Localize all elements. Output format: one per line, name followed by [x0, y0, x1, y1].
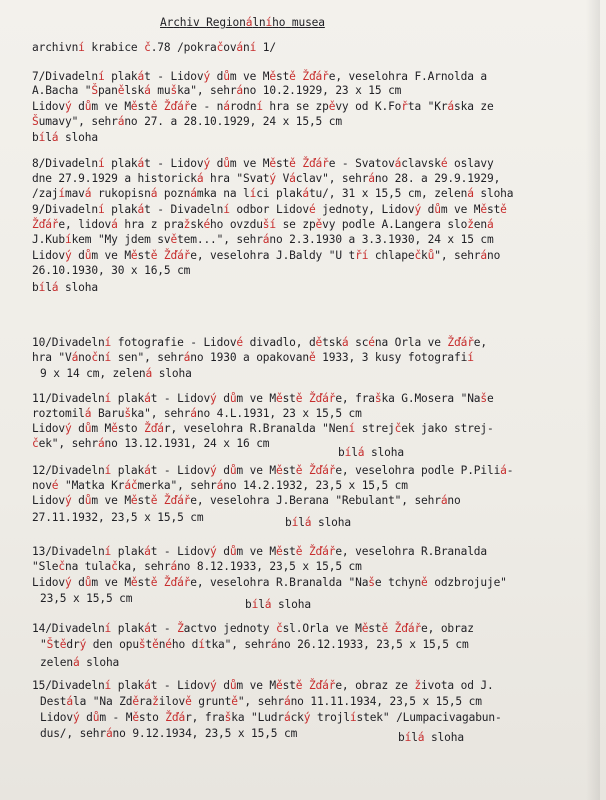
entry-12-sloha: bílá sloha	[285, 516, 351, 529]
entry-7-line-5: bílá sloha	[32, 131, 98, 144]
entry-11-line-2: roztomilá Baruška", sehráno 4.L.1931, 23 x 15,5 cm	[32, 407, 362, 420]
entry-10-line-2: hra "Vánoční sen", sehráno 1930 a opakovaně 1933, 3 kusy fotografií	[32, 351, 474, 364]
entry-15-line-1: 15/Divadelní plakát - Lidový dům ve Městě Žďáře, obraz ze života od J.	[32, 679, 494, 692]
entry-13-line-3: Lidový dům ve Městě Žďáře, veselohra R.Branalda "Naše tchyně odzbrojuje"	[32, 576, 507, 589]
entry-9-line-2: Žďáře, lidová hra z pražského ovzduší se zpěvy podle A.Langera složená	[32, 218, 494, 231]
entry-8-line-2: dne 27.9.1929 a historická hra "Svatý Václav", sehráno 28. a 29.9.1929,	[32, 172, 501, 185]
entry-15-sloha: bílá sloha	[398, 731, 464, 744]
entry-8-line-3: /zajímavá rukopisná poznámka na líci plakátu/, 31 x 15,5 cm, zelená sloha	[32, 187, 514, 200]
entry-14-line-3: zelená sloha	[40, 656, 120, 669]
entry-13-line-4: 23,5 x 15,5 cm	[40, 592, 133, 605]
entry-9-line-1: 9/Divadelní plakát - Divadelní odbor Lidové jednoty, Lidový dům ve Městě	[32, 203, 507, 216]
entry-7-line-4: Šumavy", sehráno 27. a 28.10.1929, 24 x 15,5 cm	[32, 115, 342, 128]
entry-8-line-1: 8/Divadelní plakát - Lidový dům ve Městě Žďáře - Svatováclavské oslavy	[32, 157, 494, 170]
entry-12-line-4: 27.11.1932, 23,5 x 15,5 cm	[32, 511, 204, 524]
entry-15-line-2: Destála "Na Zděražilově gruntě", sehráno 11.11.1934, 23,5 x 15,5 cm	[40, 695, 482, 708]
entry-13-line-2: "Slečna tulačka, sehráno 8.12.1933, 23,5 x 15,5 cm	[32, 560, 362, 573]
entry-9-line-4: Lidový dům ve Městě Žďáře, veselohra J.Baldy "U tří chlapečků", sehráno	[32, 249, 501, 262]
entry-9-line-5: 26.10.1930, 30 x 16,5 cm	[32, 264, 191, 277]
box-subheader: archivní krabice č.78 /pokračování 1/	[32, 41, 276, 54]
page-title: Archiv Regionálního musea	[160, 16, 325, 29]
entry-11-sloha: bílá sloha	[338, 446, 404, 459]
entry-9-line-3: J.Kubíkem "My jdem světem...", sehráno 2.3.1930 a 3.3.1930, 24 x 15 cm	[32, 233, 494, 246]
entry-15-line-4: dus/, sehráno 9.12.1934, 23,5 x 15,5 cm	[40, 727, 298, 740]
entry-11-line-3: Lidový dům Město Žďár, veselohra R.Branalda "Není strejček jako strej-	[32, 422, 494, 435]
entry-9-line-6: bílá sloha	[32, 281, 98, 294]
entry-11-line-1: 11/Divadelní plakát - Lidový dům ve Městě Žďáře, fraška G.Mosera "Naše	[32, 392, 494, 405]
entry-14-line-2: "Štědrý den opuštěného dítka", sehráno 26.12.1933, 23,5 x 15,5 cm	[40, 638, 469, 651]
entry-11-line-4: ček", sehráno 13.12.1931, 24 x 16 cm	[32, 437, 270, 450]
entry-13-sloha: bílá sloha	[245, 598, 311, 611]
entry-7-line-1: 7/Divadelní plakát - Lidový dům ve Městě Žďáře, veselohra F.Arnolda a	[32, 70, 487, 83]
entry-13-line-1: 13/Divadelní plakát - Lidový dům ve Městě Žďáře, veselohra R.Branalda	[32, 545, 487, 558]
entry-15-line-3: Lidový dům - Město Žďár, fraška "Ludrácký trojlístek" /Lumpacivagabun-	[40, 711, 502, 724]
entry-12-line-2: nové "Matka Kráčmerka", sehráno 14.2.1932, 23,5 x 15,5 cm	[32, 479, 408, 492]
entry-10-line-3: 9 x 14 cm, zelená sloha	[40, 367, 192, 380]
entry-7-line-3: Lidový dům ve Městě Žďáře - národní hra se zpěvy od K.Fořta "Kráska ze	[32, 100, 494, 113]
entry-12-line-1: 12/Divadelní plakát - Lidový dům ve Městě Žďáře, veselohra podle P.Piliá-	[32, 464, 514, 477]
page-edge-shadow	[586, 0, 600, 800]
entry-10-line-1: 10/Divadelní fotografie - Lidové divadlo, dětská scéna Orla ve Žďáře,	[32, 336, 487, 349]
entry-12-line-3: Lidový dům ve Městě Žďáře, veselohra J.Berana "Rebulant", sehráno	[32, 494, 461, 507]
entry-14-line-1: 14/Divadelní plakát - Žactvo jednoty čsl.Orla ve Městě Žďáře, obraz	[32, 622, 474, 635]
entry-7-line-2: A.Bacha "Španělská muška", sehráno 10.2.1929, 23 x 15 cm	[32, 84, 402, 97]
